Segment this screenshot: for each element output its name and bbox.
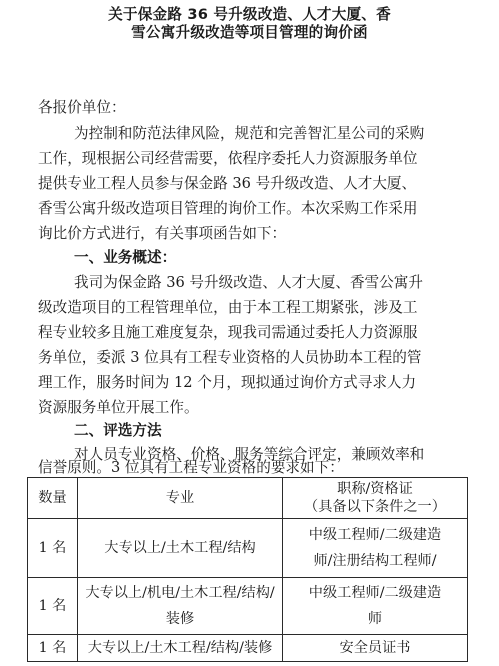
row2-major — [78, 578, 283, 635]
row2-major-line-2: 装修 — [165, 611, 195, 627]
header-title-line-2: （具备以下条件之一） — [304, 499, 446, 515]
row3-major — [78, 635, 283, 662]
row1-cert — [283, 519, 468, 578]
table-row — [28, 519, 468, 578]
header-title-line-1: 职称/资格证 — [337, 481, 413, 497]
row3-cert — [283, 635, 468, 662]
row1-cert-line-1: 中级工程师/二级建造 — [308, 527, 442, 543]
table-row — [28, 578, 468, 635]
document-title — [0, 6, 499, 42]
row1-major-line-1: 大专以上/土木工程/结构 — [104, 540, 256, 556]
intro-line-3: 提供专业工程人员参与保金路 36 号升级改造、人才大厦、 — [38, 175, 417, 192]
header-count: 数量 — [28, 478, 78, 519]
section1-line-5: 理工作，服务时间为 12 个月，现拟通过询价方式寻求人力 — [38, 374, 417, 391]
section2-heading: 二、评选方法 — [74, 422, 162, 439]
row1-cert-line-2: 师/注册结构工程师/ — [313, 553, 437, 569]
header-title-cert — [283, 478, 468, 519]
section2-line-2: 信誉原则。3 位具有工程专业资格的要求如下： — [38, 459, 344, 476]
section1-heading: 一、业务概述： — [74, 249, 177, 266]
row3-cert-line-1: 安全员证书 — [339, 640, 411, 656]
table-row — [28, 635, 468, 662]
section1-line-2: 级改造项目的工程管理单位，由于本工程工期紧张，涉及工 — [38, 299, 418, 316]
section1-line-6: 资源服务单位开展工作。 — [38, 399, 199, 416]
intro-line-5: 询比价方式进行，有关事项函告如下： — [38, 225, 287, 242]
row3-major-line-1: 大专以上/土木工程/结构/装修 — [87, 640, 273, 656]
intro-line-2: 工作，现根据公司经营需要，依程序委托人力资源服务单位 — [38, 150, 418, 167]
section1-line-1: 我司为保金路 36 号升级改造、人才大厦、香雪公寓升 — [74, 274, 423, 291]
header-major: 专业 — [78, 478, 283, 519]
section2-line-1: 对人员专业资格、价格、服务等综合评定，兼顾效率和 — [74, 446, 425, 463]
row2-cert-line-2: 师 — [367, 611, 383, 627]
row2-cert — [283, 578, 468, 635]
title-line-2: 雪公寓升级改造等项目管理的询价函 — [131, 24, 368, 41]
row1-count: 1 名 — [28, 519, 78, 578]
row3-count: 1 名 — [28, 635, 78, 662]
row2-cert-line-1: 中级工程师/二级建造 — [308, 585, 442, 601]
requirements-table — [27, 477, 468, 662]
intro-line-1: 为控制和防范法律风险，规范和完善智汇星公司的采购 — [74, 125, 425, 142]
salutation: 各报价单位： — [38, 99, 126, 116]
row2-count: 1 名 — [28, 578, 78, 635]
title-line-1: 关于保金路 36 号升级改造、人才大厦、香 — [108, 6, 391, 23]
intro-line-4: 香雪公寓升级改造项目管理的询价工作。本次采购工作采用 — [38, 200, 418, 217]
row2-major-line-1: 大专以上/机电/土木工程/结构/ — [85, 585, 275, 601]
row1-major — [78, 519, 283, 578]
section1-line-4: 务单位，委派 3 位具有工程专业资格的人员协助本工程的管 — [38, 349, 422, 366]
table-header-row — [28, 478, 468, 519]
section1-line-3: 程专业较多且施工难度复杂，现我司需通过委托人力资源服 — [38, 324, 418, 341]
